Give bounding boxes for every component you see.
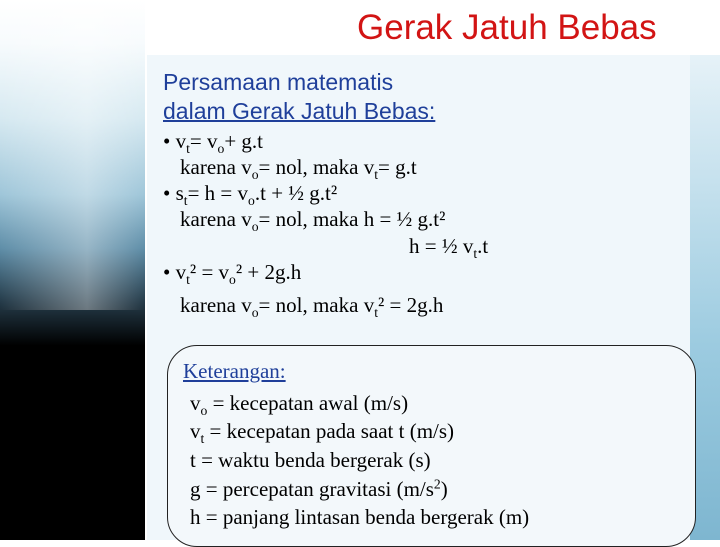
equation-1 — [163, 129, 264, 156]
eq-text: karena v — [180, 293, 252, 317]
eq-sub: o — [248, 192, 255, 208]
eq-text: .t + ½ g.t² — [254, 181, 338, 205]
equation-2 — [163, 181, 338, 208]
eq-text: karena v — [180, 155, 252, 179]
eq-text: h = ½ v — [409, 234, 474, 258]
bullet: • — [163, 129, 171, 153]
eq-text: v — [175, 129, 187, 153]
bullet: • — [163, 181, 171, 205]
eq-text: = v — [189, 129, 218, 153]
note-text: t = waktu benda bergerak (s) — [190, 448, 431, 472]
subtitle-line-1: Persamaan matematis — [163, 69, 394, 95]
note-text: ) — [440, 477, 448, 501]
eq-text: = g.t — [378, 155, 417, 179]
eq-sub: t — [374, 304, 378, 320]
eq-text: s — [175, 181, 184, 205]
note-sup: 2 — [433, 476, 441, 492]
eq-text: = nol, maka v — [258, 293, 375, 317]
eq-text: ² = v — [189, 260, 230, 284]
bullet: • — [163, 260, 171, 284]
note-text: = kecepatan awal (m/s) — [207, 391, 409, 415]
eq-sub: o — [251, 304, 259, 320]
eq-text: = h = v — [187, 181, 249, 205]
legend-item-h — [190, 507, 529, 528]
eq-sub: t — [183, 192, 188, 208]
legend-item-vt — [190, 419, 455, 446]
note-sub: t — [200, 430, 205, 446]
eq-sub: o — [251, 166, 259, 182]
legend-item-t — [190, 450, 431, 471]
equation-3-result — [180, 293, 444, 320]
note-text: = kecepatan pada saat t (m/s) — [204, 419, 455, 443]
eq-text: = nol, maka v — [258, 155, 375, 179]
note-text: g = percepatan gravitasi (m/s — [190, 477, 434, 501]
eq-text: v — [175, 260, 187, 284]
eq-text: ² = 2g.h — [378, 293, 444, 317]
eq-sub: t — [473, 245, 478, 261]
note-symbol: v — [190, 419, 201, 443]
eq-text: + g.t — [224, 129, 264, 153]
eq-text: = nol, maka h = ½ g.t² — [258, 207, 446, 231]
eq-text: karena v — [180, 207, 252, 231]
note-sub: o — [200, 402, 208, 418]
note-text: h = panjang lintasan benda bergerak (m) — [190, 505, 530, 529]
slide-subtitle — [163, 68, 435, 126]
legend-item-vo — [190, 391, 409, 418]
equation-2-alt — [409, 234, 489, 261]
left-decorative-bar — [0, 0, 145, 540]
slide-title: Gerak Jatuh Bebas — [357, 8, 657, 47]
note-symbol: v — [190, 391, 201, 415]
equation-3 — [163, 260, 302, 287]
equation-2-result — [180, 207, 446, 234]
eq-sub: t — [186, 140, 190, 156]
eq-sub: t — [374, 166, 378, 182]
eq-text: .t — [477, 234, 489, 258]
left-bar-highlight — [0, 0, 145, 310]
legend-item-g — [190, 476, 448, 501]
eq-sub: o — [229, 271, 236, 287]
eq-sub: o — [251, 218, 259, 234]
eq-sub: o — [217, 140, 225, 156]
equation-1-result — [180, 155, 417, 182]
subtitle-line-2: dalam Gerak Jatuh Bebas: — [163, 98, 436, 124]
legend-title: Keterangan: — [183, 359, 286, 383]
eq-text: ² + 2g.h — [235, 260, 302, 284]
eq-sub: t — [186, 271, 190, 287]
